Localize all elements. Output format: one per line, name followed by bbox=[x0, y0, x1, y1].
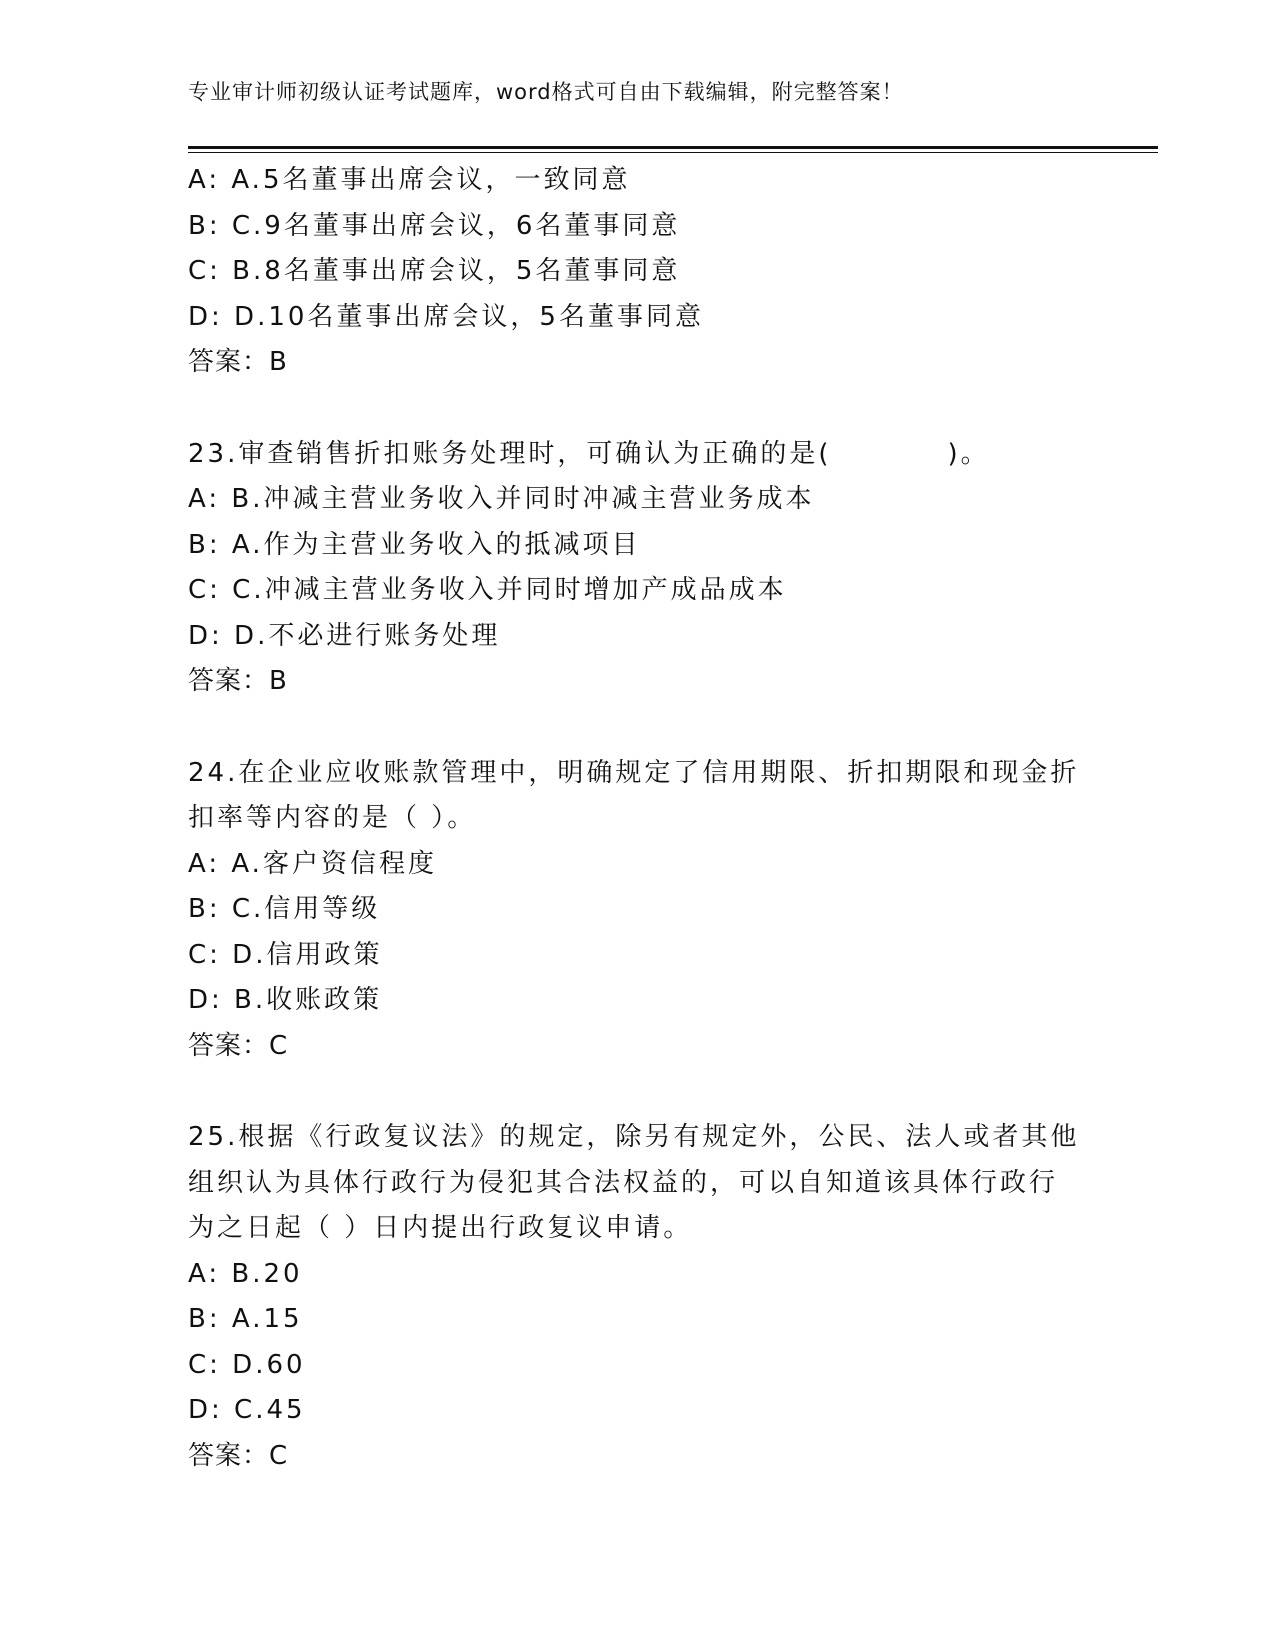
question-line: 24.在企业应收账款管理中，明确规定了信用期限、折扣期限和现金折 bbox=[188, 757, 1080, 788]
header-divider-thin bbox=[188, 152, 1158, 153]
question-text bbox=[188, 751, 1078, 842]
question-25 bbox=[188, 1115, 1088, 1479]
option-d: D: D.不必进行账务处理 bbox=[188, 620, 501, 651]
option-b: B: A.15 bbox=[188, 1304, 303, 1334]
answer: 答案：C bbox=[188, 1440, 289, 1471]
page-header: 专业审计师初级认证考试题库，word格式可自由下载编辑，附完整答案！ bbox=[188, 80, 904, 104]
option-b: B: C.信用等级 bbox=[188, 894, 381, 924]
option-c: C: B.8名董事出席会议，5名董事同意 bbox=[188, 256, 681, 286]
question-text bbox=[188, 1115, 1078, 1252]
option-b: B: A.作为主营业务收入的抵减项目 bbox=[188, 529, 641, 560]
option-b: B: C.9名董事出席会议，6名董事同意 bbox=[188, 210, 681, 241]
question-line: 扣率等内容的是（ ）。 bbox=[188, 803, 477, 833]
question-line: 为之日起（ ）日内提出行政复议申请。 bbox=[188, 1213, 693, 1243]
option-a: A: A.5名董事出席会议，一致同意 bbox=[188, 165, 631, 195]
question-line: 25.根据《行政复议法》的规定，除另有规定外，公民、法人或者其他 bbox=[188, 1122, 1080, 1152]
option-d: D: C.45 bbox=[188, 1395, 306, 1425]
option-d: D: B.收账政策 bbox=[188, 985, 383, 1015]
option-c: C: C.冲减主营业务收入并同时增加产成品成本 bbox=[188, 575, 787, 605]
option-c: C: D.信用政策 bbox=[188, 939, 383, 970]
option-d: D: D.10名董事出席会议，5名董事同意 bbox=[188, 301, 704, 332]
question-23 bbox=[188, 432, 1088, 705]
option-a: A: B.冲减主营业务收入并同时冲减主营业务成本 bbox=[188, 484, 815, 514]
question-line: 23.审查销售折扣账务处理时，可确认为正确的是( )。 bbox=[188, 438, 990, 469]
question-list bbox=[188, 158, 1088, 1479]
option-c: C: D.60 bbox=[188, 1349, 306, 1380]
answer: 答案：C bbox=[188, 1030, 289, 1061]
header-divider bbox=[188, 146, 1158, 149]
question-24 bbox=[188, 751, 1088, 1070]
option-a: A: A.客户资信程度 bbox=[188, 848, 437, 879]
question-22 bbox=[188, 158, 1088, 386]
question-line: 组织认为具体行政行为侵犯其合法权益的，可以自知道该具体行政行 bbox=[188, 1167, 1059, 1198]
option-a: A: B.20 bbox=[188, 1258, 303, 1289]
question-text bbox=[188, 432, 1078, 478]
answer: 答案：B bbox=[188, 347, 288, 377]
answer: 答案：B bbox=[188, 666, 288, 696]
